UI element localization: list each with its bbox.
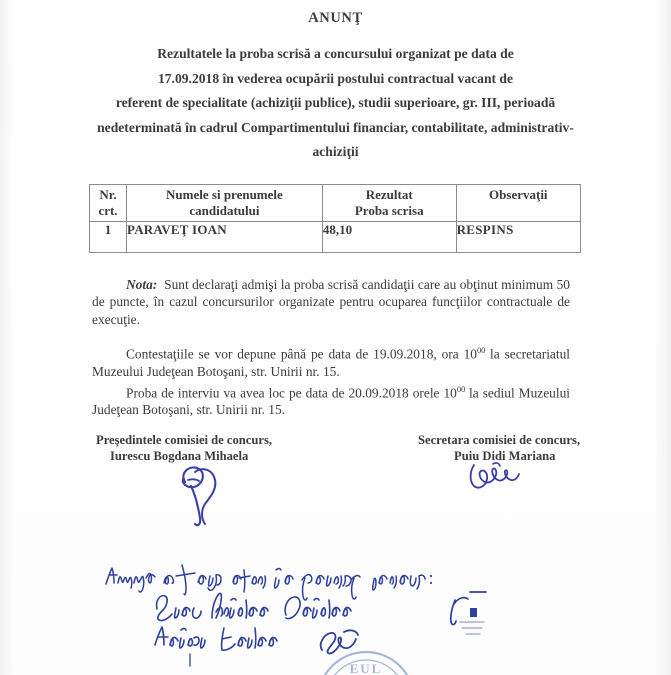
column-header-observations-line1: Observaţii: [489, 187, 548, 202]
nota-label: Nota:: [126, 277, 158, 292]
president-name-label: Iurescu Bogdana Mihaela: [110, 448, 249, 463]
column-header-result-line2: Proba scrisa: [354, 202, 424, 218]
subtitle-line-4: nedeterminată în cadrul Compartimentului financiar, contabilitate, administrativ-: [97, 119, 574, 135]
interview-superscript: 00: [456, 383, 466, 394]
cell-candidate-name: PARAVEŢ IOAN: [127, 222, 323, 253]
cell-result: 48,10: [322, 222, 456, 253]
subtitle-line-5: achiziţii: [312, 144, 359, 160]
column-header-result-line1: Rezultat: [365, 187, 413, 202]
contestation-superscript: 00: [476, 345, 486, 356]
contestation-text-part2: la secretariatul Muzeului Judeţean Botoşani, str. Unirii nr. 15.: [92, 346, 570, 380]
column-header-name-line1: Numele si prenumele: [166, 187, 283, 202]
column-header-name-line2: candidatului: [189, 202, 260, 218]
president-role-label: Preşedintele comisiei de concurs,: [96, 433, 273, 447]
interview-text-part2: la sediul Muzeului Judeţean Botoşani, str. Unirii nr. 15.: [92, 384, 570, 418]
secretary-name-label: Puiu Didi Mariana: [454, 448, 556, 463]
subtitle-line-3: referent de specialitate (achiziţii publice), studii superioare, gr. III, perioadă: [115, 95, 556, 111]
column-header-nr-line1: Nr.: [99, 187, 117, 202]
column-header-nr-line2: crt.: [98, 202, 118, 218]
contestation-text-part1: Contestaţiile se vor depune până pe data de 19.09.2018, ora 10: [126, 346, 477, 362]
secretary-role-label: Secretara comisiei de concurs,: [418, 433, 581, 447]
page-title: ANUNŢ: [308, 10, 363, 26]
subtitle-line-1: Rezultatele la proba scrisă a concursului organizat pe data de: [157, 46, 514, 61]
subtitle-line-2: 17.09.2018 în vederea ocupării postului contractual vacant de: [157, 70, 514, 86]
cell-nr: 1: [90, 222, 127, 253]
nota-text: Sunt declaraţi admişi la proba scrisă candidaţii care au obţinut minimum 50 de puncte, în cazul concursurilor organizate pentru ocuparea funcţiilor contractuale de execuţie.: [92, 277, 570, 327]
cell-observation: RESPINS: [456, 222, 580, 253]
svg-text:EUL: EUL: [349, 661, 383, 675]
interview-text-part1: Proba de interviu va avea loc pe data de 20.09.2018 orele 10: [126, 384, 457, 400]
